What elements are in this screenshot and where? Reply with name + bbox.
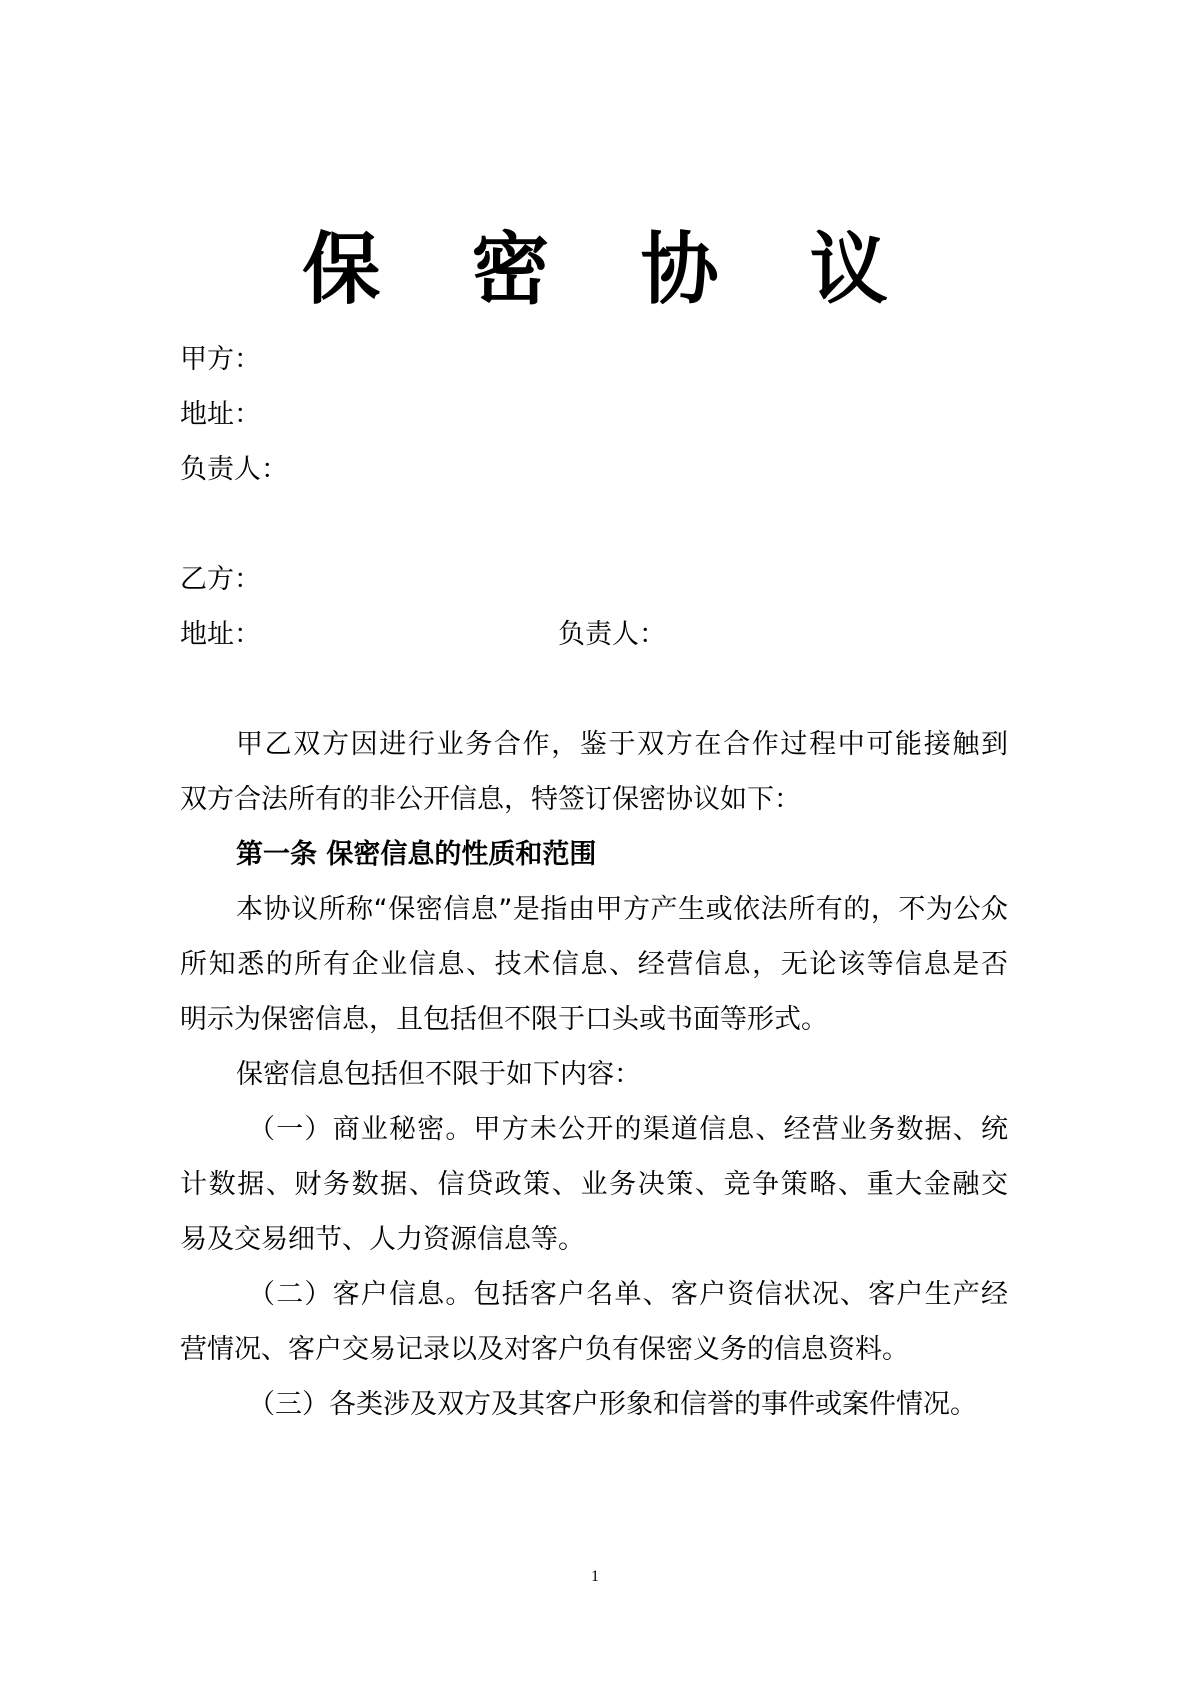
item-1-line-3: 易及交易细节、人力资源信息等。 bbox=[180, 1224, 585, 1255]
item-2-line-2: 营情况、客户交易记录以及对客户负有保密义务的信息资料。 bbox=[180, 1334, 909, 1365]
item-2-line-1: （二）客户信息。包括客户名单、客户资信状况、客户生产经 bbox=[248, 1279, 1008, 1310]
article-1-definition-line-3: 明示为保密信息，且包括但不限于口头或书面等形式。 bbox=[180, 1004, 828, 1035]
item-3-line: （三）各类涉及双方及其客户形象和信誉的事件或案件情况。 bbox=[248, 1389, 977, 1420]
article-1-heading: 第一条 保密信息的性质和范围 bbox=[236, 839, 597, 870]
party-b-address-label: 地址： bbox=[180, 619, 261, 650]
party-a-label: 甲方： bbox=[180, 344, 261, 375]
party-b-label: 乙方： bbox=[180, 564, 261, 595]
party-b-responsible-label: 负责人： bbox=[558, 619, 666, 650]
intro-line-1: 甲乙双方因进行业务合作，鉴于双方在合作过程中可能接触到 bbox=[236, 729, 1008, 760]
party-a-responsible-label: 负责人： bbox=[180, 454, 288, 485]
party-a-address-label: 地址： bbox=[180, 399, 261, 430]
page-number: 1 bbox=[591, 1568, 599, 1585]
intro-line-2: 双方合法所有的非公开信息，特签订保密协议如下： bbox=[180, 784, 801, 815]
article-1-definition-line-1: 本协议所称“保密信息”是指由甲方产生或依法所有的，不为公众 bbox=[236, 894, 1008, 925]
item-1-line-1: （一）商业秘密。甲方未公开的渠道信息、经营业务数据、统 bbox=[248, 1114, 1008, 1145]
article-1-includes: 保密信息包括但不限于如下内容： bbox=[236, 1059, 641, 1090]
article-1-definition-line-2: 所知悉的所有企业信息、技术信息、经营信息，无论该等信息是否 bbox=[180, 949, 1008, 980]
document-title: 保 密 协 议 bbox=[302, 225, 920, 315]
item-1-line-2: 计数据、财务数据、信贷政策、业务决策、竞争策略、重大金融交 bbox=[180, 1169, 1008, 1200]
